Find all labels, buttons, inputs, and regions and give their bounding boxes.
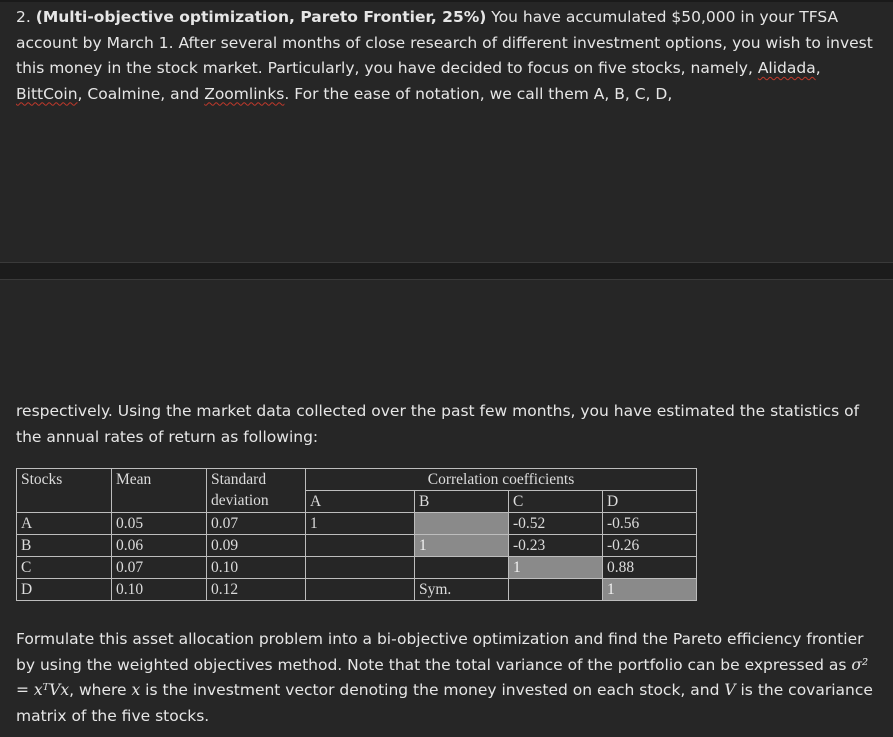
intro-text-end: . For the ease of notation, we call them A, B, C, D, bbox=[284, 84, 673, 103]
cell-std: 0.10 bbox=[207, 557, 306, 579]
header-std: Standard deviation bbox=[207, 469, 306, 513]
cell-mean: 0.05 bbox=[112, 513, 207, 535]
cell-stock: A bbox=[17, 513, 112, 535]
cell-corr-c: -0.52 bbox=[509, 513, 603, 535]
separator: , bbox=[815, 59, 821, 77]
cell-corr-a: 1 bbox=[306, 513, 415, 535]
cell-std: 0.07 bbox=[207, 513, 306, 535]
cell-corr-d: -0.56 bbox=[603, 513, 697, 535]
instruction-text: , where bbox=[69, 681, 132, 699]
problem-title: (Multi-objective optimization, Pareto Frontier, 25%) bbox=[35, 8, 487, 26]
table-header-row bbox=[17, 469, 697, 491]
header-corr-c: C bbox=[509, 491, 603, 513]
problem-intro bbox=[16, 5, 876, 107]
stock-name-zoomlinks: Zoomlinks bbox=[204, 84, 285, 103]
stock-name-alidada: Alidada bbox=[757, 59, 816, 77]
cell-corr-a bbox=[306, 579, 415, 601]
table-row bbox=[17, 557, 697, 579]
math-x: x bbox=[131, 681, 141, 699]
variance-formula: σ² = xᵀVx bbox=[16, 655, 869, 699]
cell-corr-c: -0.23 bbox=[509, 535, 603, 557]
table-row bbox=[17, 579, 697, 601]
cell-shaded bbox=[415, 513, 509, 535]
table-row bbox=[17, 513, 697, 535]
cell-corr-c bbox=[509, 579, 603, 601]
cell-mean: 0.06 bbox=[112, 535, 207, 557]
cell-mean: 0.07 bbox=[112, 557, 207, 579]
table-row bbox=[17, 535, 697, 557]
separator: , Coalmine, and bbox=[77, 84, 205, 103]
statistics-table bbox=[16, 468, 697, 601]
header-corr-d: D bbox=[603, 491, 697, 513]
instruction-text: is the investment vector denoting the money invested on each stock, and bbox=[140, 681, 725, 699]
cell-std: 0.09 bbox=[207, 535, 306, 557]
page-break-band bbox=[0, 262, 893, 280]
header-corr-a: A bbox=[306, 491, 415, 513]
intro-text: You have accumulated $50,000 in your TFSA account by March 1. After several months of close research of different investment options, you wish to invest this money in the stock market. Particularly, you have decided to focus on five stocks, namely, bbox=[16, 8, 873, 77]
cell-corr-d: 0.88 bbox=[603, 557, 697, 579]
header-correlation: Correlation coefficients bbox=[306, 469, 697, 491]
top-border bbox=[0, 0, 893, 2]
stock-name-bittcoin: BittCoin bbox=[16, 84, 78, 103]
math-v: V bbox=[724, 681, 736, 699]
cell-stock: B bbox=[17, 535, 112, 557]
cell-corr-d: -0.26 bbox=[603, 535, 697, 557]
problem-number: 2. bbox=[16, 8, 31, 26]
header-stocks: Stocks bbox=[17, 469, 112, 513]
cell-corr-b bbox=[415, 557, 509, 579]
cell-stock: D bbox=[17, 579, 112, 601]
instruction-text: Formulate this asset allocation problem into a bi-objective optimization and find the Pareto efficiency frontier by using the weighted objectives method. Note that the total variance of the portfolio can be expressed as bbox=[16, 630, 864, 674]
cell-stock: C bbox=[17, 557, 112, 579]
cell-corr-a bbox=[306, 535, 415, 557]
instruction-text: is the covariance matrix of the five stocks. bbox=[16, 681, 873, 725]
problem-instructions bbox=[16, 627, 876, 729]
cell-corr-b: 1 bbox=[415, 535, 509, 557]
cell-std: 0.12 bbox=[207, 579, 306, 601]
cell-corr-d: 1 bbox=[603, 579, 697, 601]
header-mean: Mean bbox=[112, 469, 207, 513]
cell-corr-a bbox=[306, 557, 415, 579]
header-corr-b: B bbox=[415, 491, 509, 513]
cell-mean: 0.10 bbox=[112, 579, 207, 601]
cell-corr-c: 1 bbox=[509, 557, 603, 579]
problem-continuation: respectively. Using the market data collected over the past few months, you have estimated the statistics of the annual rates of return as following: bbox=[16, 402, 860, 446]
cell-sym-label: Sym. bbox=[415, 579, 509, 601]
